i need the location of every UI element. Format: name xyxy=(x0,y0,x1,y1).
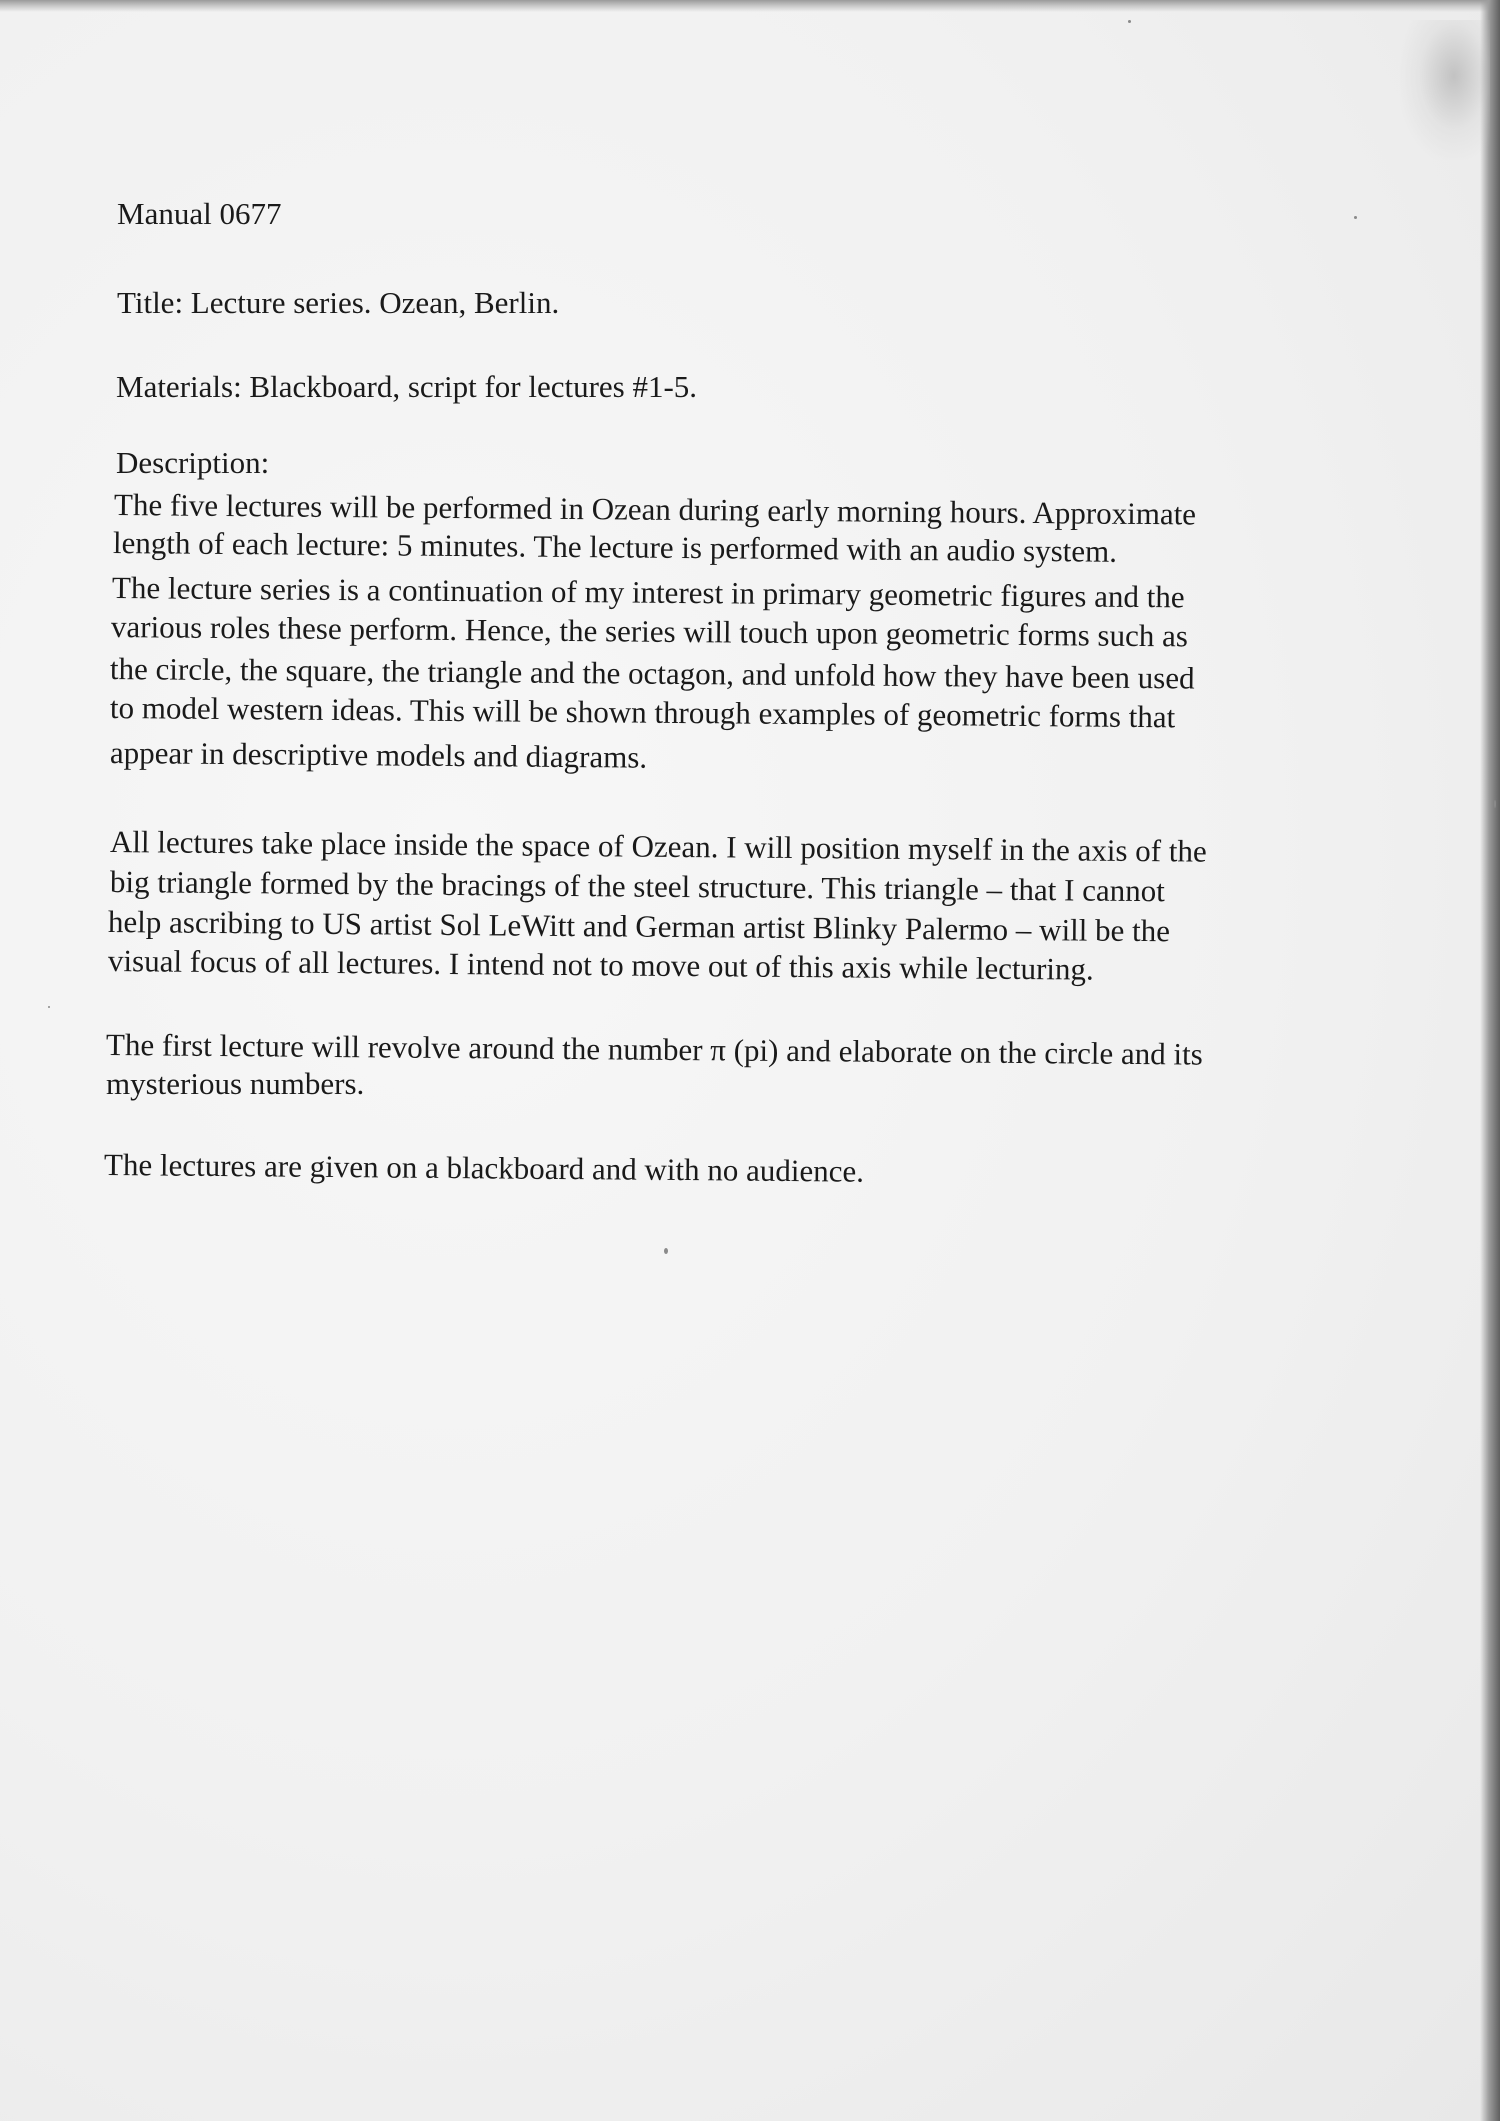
paragraph-1-line-5: the circle, the square, the triangle and the octagon, and unfold how they have been used xyxy=(109,651,1195,696)
materials-line: Materials: Blackboard, script for lectures #1-5. xyxy=(116,369,698,404)
paragraph-1-line-2: length of each lecture: 5 minutes. The lecture is performed with an audio system. xyxy=(112,525,1118,569)
paragraph-2-line-4: visual focus of all lectures. I intend not to move out of this axis while lecturing. xyxy=(107,943,1094,987)
manual-number: Manual 0677 xyxy=(117,196,282,231)
paragraph-1-line-6: to model western ideas. This will be shown through examples of geometric forms that xyxy=(109,690,1176,735)
paragraph-3-line-2: mysterious numbers. xyxy=(106,1066,365,1101)
paragraph-1-line-1: The five lectures will be performed in Ozean during early morning hours. Approximate xyxy=(113,487,1197,532)
paragraph-2-line-2: big triangle formed by the bracings of the steel structure. This triangle – that I cannot xyxy=(109,864,1165,909)
paragraph-3-line-1: The first lecture will revolve around the number π (pi) and elaborate on the circle and its xyxy=(105,1027,1203,1072)
paragraph-1-line-4: various roles these perform. Hence, the series will touch upon geometric forms such as xyxy=(110,609,1189,654)
paragraph-1-line-7: appear in descriptive models and diagrams. xyxy=(109,735,648,775)
paragraph-2-line-1: All lectures take place inside the space of Ozean. I will position myself in the axis of the xyxy=(109,824,1207,869)
paragraph-4-line-1: The lectures are given on a blackboard and with no audience. xyxy=(103,1147,865,1189)
title-line: Title: Lecture series. Ozean, Berlin. xyxy=(117,285,560,320)
paragraph-1-line-3: The lecture series is a continuation of my interest in primary geometric figures and the xyxy=(111,570,1185,615)
description-heading: Description: xyxy=(116,445,270,480)
paragraph-2-line-3: help ascribing to US artist Sol LeWitt and German artist Blinky Palermo – will be the xyxy=(107,904,1171,949)
